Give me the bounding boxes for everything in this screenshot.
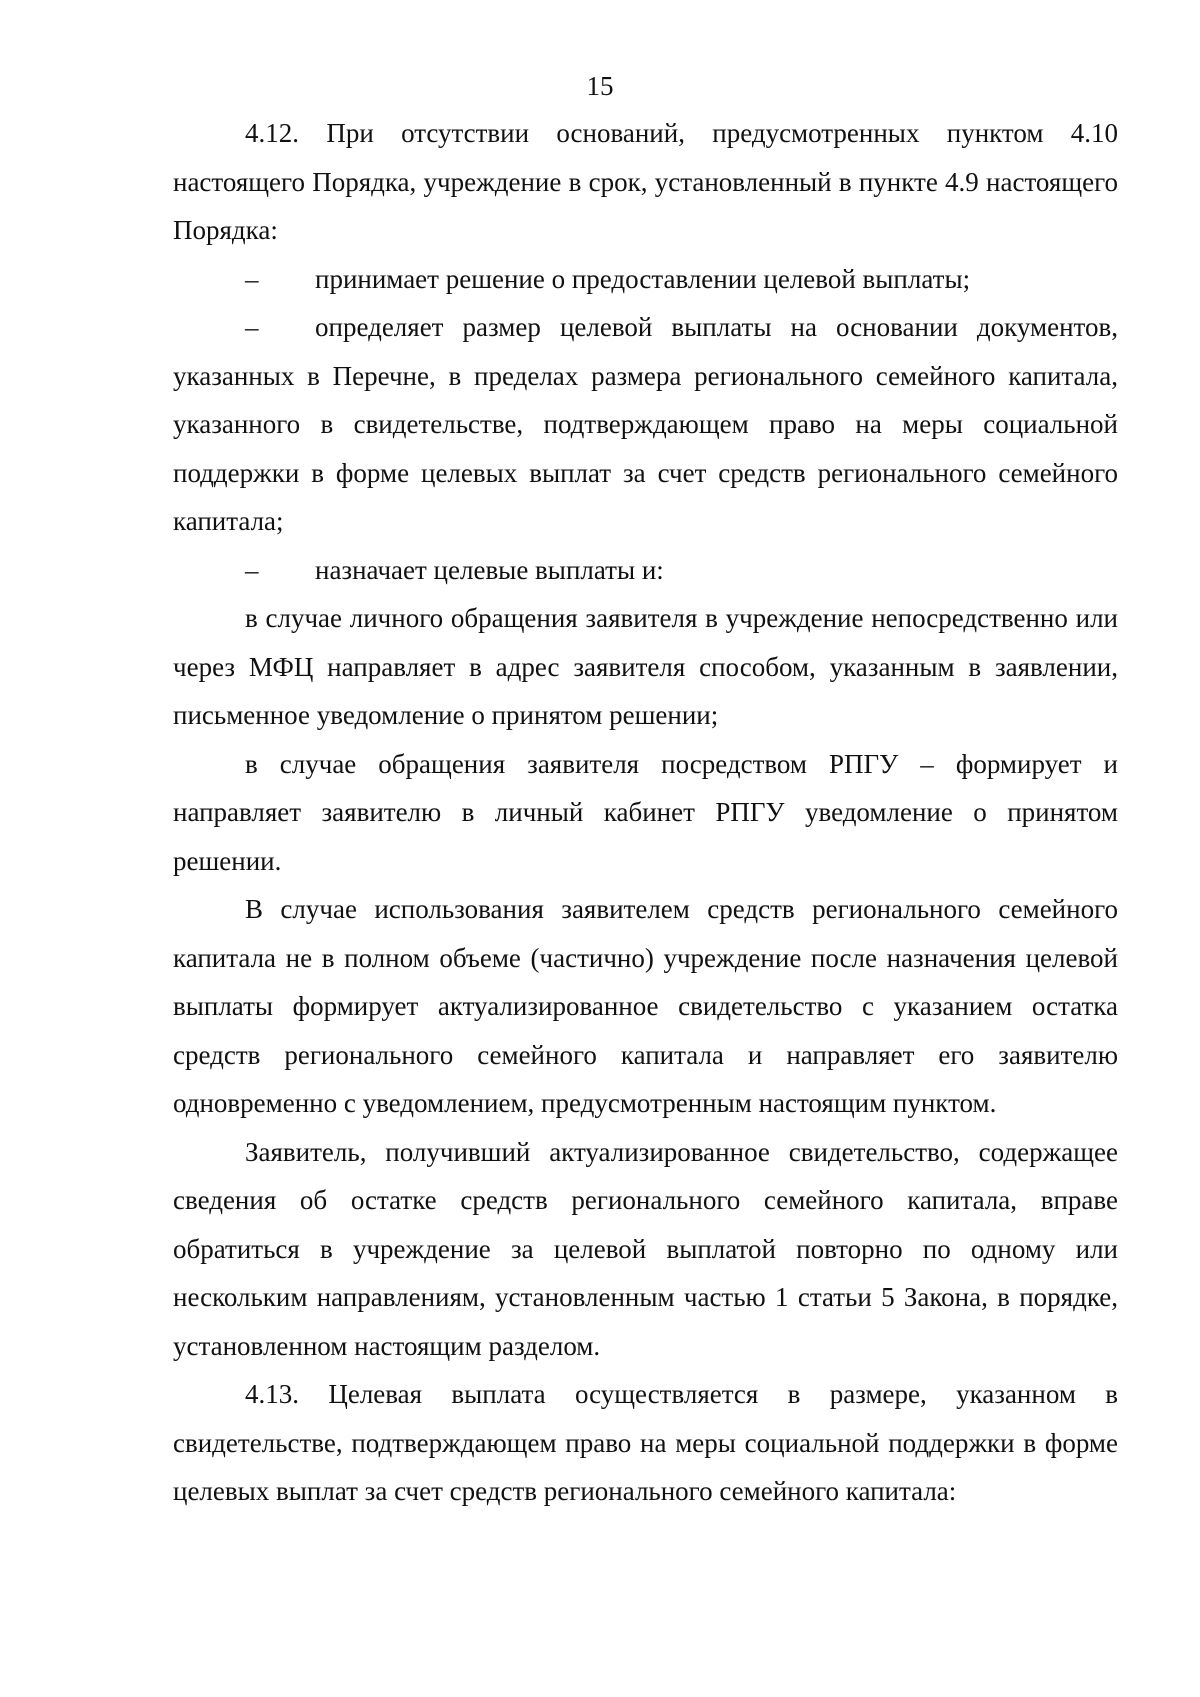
list-dash: – [245,554,259,585]
list-item-assign [173,546,1118,595]
list-item-text: назначает целевые выплаты и: [315,554,664,585]
paragraph-4-12: 4.12. При отсутствии оснований, предусмотренных пунктом 4.10 настоящего Порядка, учреждение в срок, установленный в пункте 4.9 настоящего Порядка: [173,118,1118,245]
list-item-decision [173,255,1118,304]
list-dash: – [245,263,259,294]
list-item-text: определяет размер целевой выплаты на основании документов, указанных в Перечне, в пределах размера регионального семейного капитала, указанного в свидетельстве, подтверждающем право на меры социальной поддержки в форме целевых выплат за счет средств регионального семейного капитала; [173,312,1118,536]
paragraph-4-13: 4.13. Целевая выплата осуществляется в размере, указанном в свидетельстве, подтверждающем право на меры социальной поддержки в форме целевых выплат за счет средств регионального семейного капитала: [173,1379,1118,1506]
list-item-text: принимает решение о предоставлении целевой выплаты; [315,263,971,294]
paragraph-rpgu-appeal: в случае обращения заявителя посредством РПГУ – формирует и направляет заявителю в личный кабинет РПГУ уведомление о принятом решении. [173,748,1118,876]
document-body [173,109,1118,1516]
paragraph-personal-appeal: в случае личного обращения заявителя в учреждение непосредственно или через МФЦ направляет в адрес заявителя способом, указанным в заявлении, письменное уведомление о принятом решении; [173,603,1118,730]
paragraph-partial-use: В случае использования заявителем средств регионального семейного капитала не в полном объеме (частично) учреждение после назначения целевой выплаты формирует актуализированное свидетельство с указанием остатка средств регионального семейного капитала и направляет его заявителю одновременно с уведомлением, предусмотренным настоящим пунктом. [173,894,1118,1118]
list-dash: – [245,312,259,342]
list-item-amount [173,303,1118,546]
paragraph-repeat-appeal: Заявитель, получивший актуализированное свидетельство, содержащее сведения об остатке средств регионального семейного капитала, вправе обратиться в учреждение за целевой выплатой повторно по одному или нескольким направлениям, установленным частью 1 статьи 5 Закона, в порядке, установленном настоящим разделом. [173,1136,1118,1361]
page-number: 15 [586,71,614,101]
